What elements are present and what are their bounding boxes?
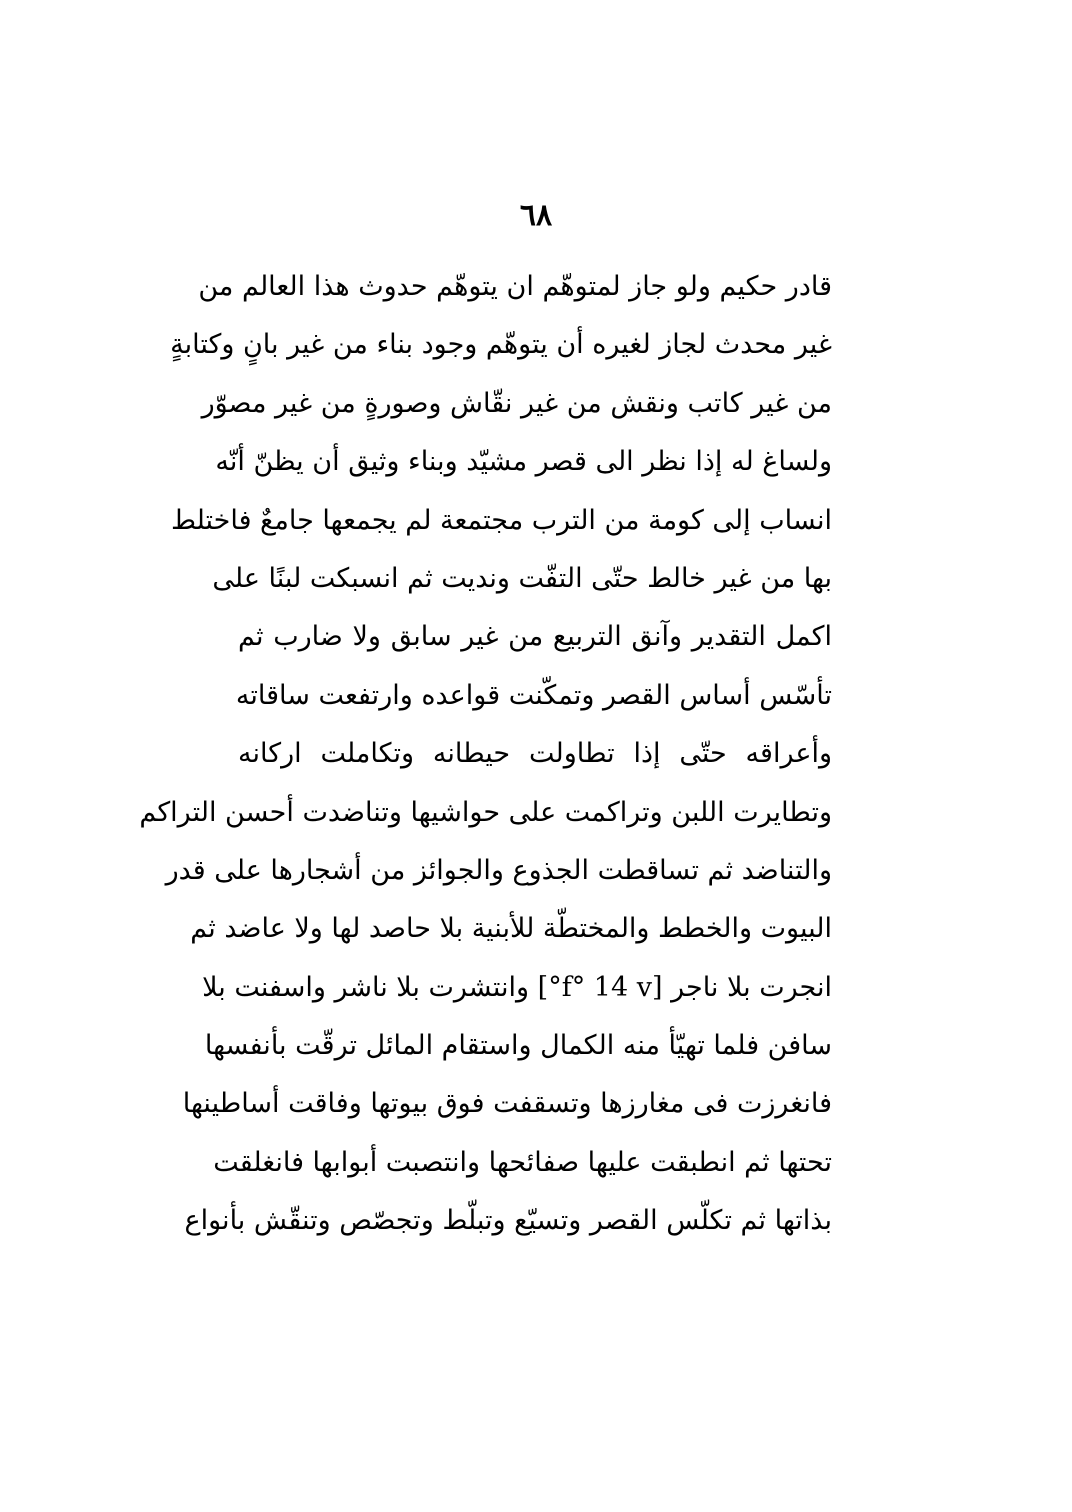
text-line: انجرت بلا ناجر [f° 14 v°] وانتشرت بلا ناشر واسفنت بلا	[202, 971, 832, 1003]
text-line: البيوت والخطط والمختطّة للأبنية بلا حاصد لها ولا عاضد ثم	[190, 913, 832, 945]
text-line: تأسّس أساس القصر وتمكّنت قواعده وارتفعت ساقاته	[235, 679, 832, 711]
text-line: سافن فلما تهيّأ منه الكمال واستقام المائل ترقّت بأنفسها	[204, 1030, 832, 1062]
text-line: بذاتها ثم تكلّس القصر وتسيّع وتبلّط وتجصّص وتنقّش بأنواع	[184, 1205, 832, 1237]
text-line: والتناضد ثم تساقطت الجذوع والجوائز من أشجارها على قدر	[165, 854, 832, 886]
text-line: من غير كاتب ونقش من غير نقّاش وصورةٍ من غير مصوّر	[201, 387, 832, 419]
page-number: ٦٨	[519, 198, 553, 233]
text-line: غير محدث لجاز لغيره أن يتوهّم وجود بناء من غير بانٍ وكتابةٍ	[170, 329, 832, 361]
text-line: وتطايرت اللبن وتراكمت على حواشيها وتناضدت أحسن التراكم	[139, 796, 832, 828]
text-line: اكمل التقدير وآنق التربيع من غير سابق ولا ضارب ثم	[238, 621, 832, 653]
text-line: فانغرزت فى مغارزها وتسقفت فوق بيوتها وفاقت أساطينها	[182, 1088, 832, 1120]
text-line: وأعراقه حتّى إذا تطاولت حيطانه وتكاملت اركانه	[238, 738, 832, 770]
text-line: ولساغ له إذا نظر الى قصر مشيّد وبناء وثيق أن يظنّ أنّه	[215, 446, 832, 478]
text-line: قادر حكيم ولو جاز لمتوهّم ان يتوهّم حدوث هذا العالم من	[198, 271, 832, 302]
text-line: انساب إلى كومة من الترب مجتمعة لم يجمعها جامعٌ فاختلط	[170, 504, 832, 536]
text-line: بها من غير خالط حتّى التفّت ونديت ثم انسبكت لبنًا على	[212, 562, 832, 594]
body-text	[139, 258, 832, 1251]
text-line: تحتها ثم انطبقت عليها صفائحها وانتصبت أبوابها فانغلقت	[213, 1146, 832, 1178]
